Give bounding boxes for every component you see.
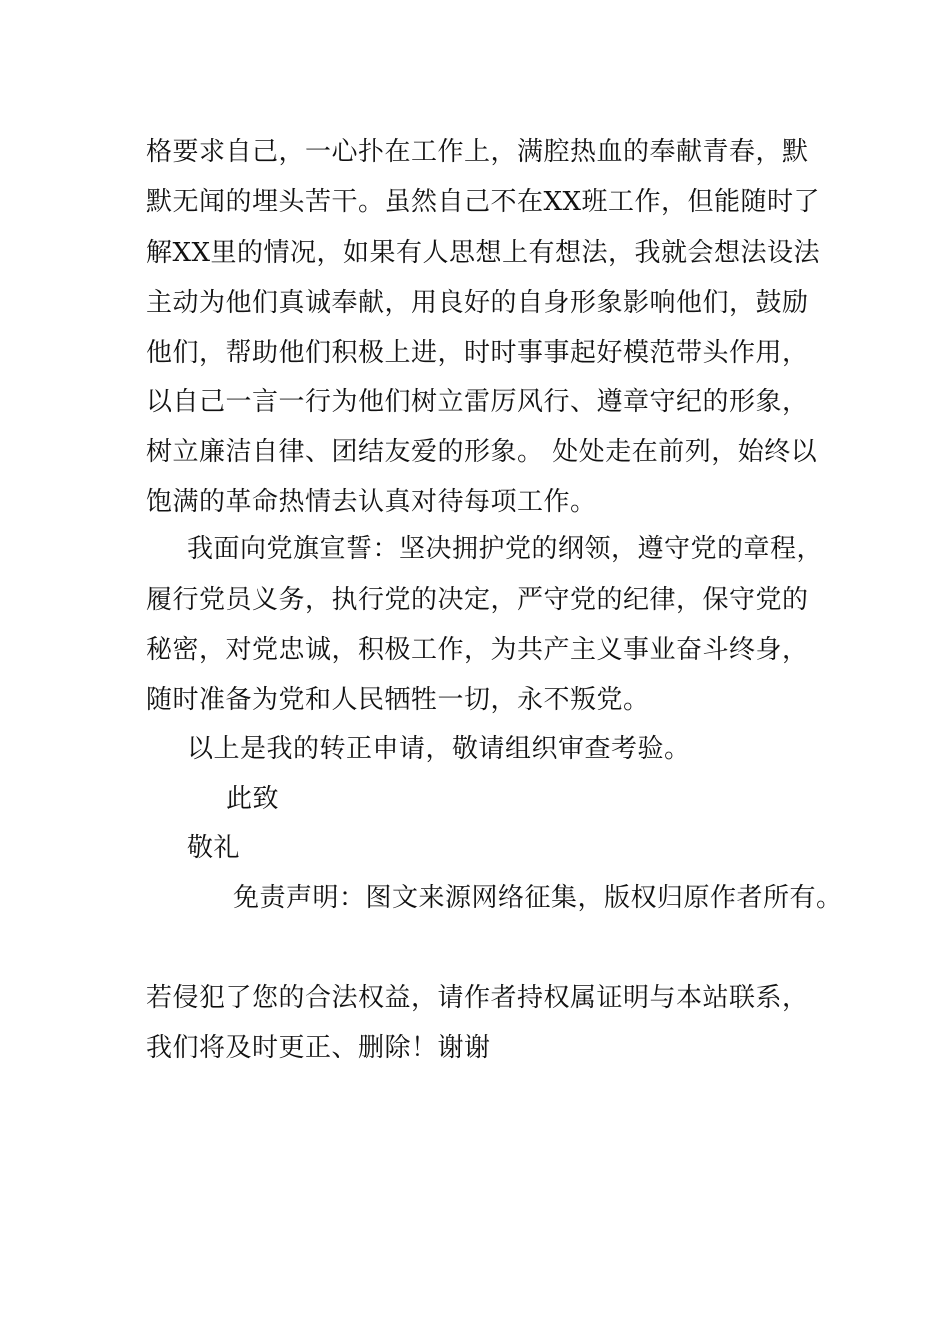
paragraph-line: 解XX里的情况，如果有人思想上有想法，我就会想法设法 (146, 238, 821, 268)
disclaimer-line: 我们将及时更正、删除！谢谢 (146, 1033, 491, 1063)
paragraph-line: 默无闻的埋头苦干。虽然自己不在XX班工作，但能随时了 (146, 187, 821, 217)
paragraph-line: 履行党员义务，执行党的决定，严守党的纪律，保守党的 (146, 585, 809, 615)
paragraph-line: 树立廉洁自律、团结友爱的形象。 处处走在前列，始终以 (146, 437, 818, 467)
paragraph-line: 格要求自己，一心扑在工作上，满腔热血的奉献青春，默 (146, 137, 809, 167)
salutation-line: 此致 (226, 784, 280, 814)
paragraph-line: 以自己一言一行为他们树立雷厉风行、遵章守纪的形象， (146, 387, 809, 417)
paragraph-line: 主动为他们真诚奉献，用良好的自身形象影响他们，鼓励 (146, 288, 809, 318)
paragraph-line: 秘密，对党忠诚，积极工作，为共产主义事业奋斗终身， (146, 635, 809, 665)
paragraph-line: 我面向党旗宣誓：坚决拥护党的纲领，遵守党的章程， (187, 534, 824, 564)
disclaimer-line: 若侵犯了您的合法权益，请作者持权属证明与本站联系， (146, 983, 809, 1013)
paragraph-line: 饱满的革命热情去认真对待每项工作。 (146, 487, 597, 517)
paragraph-line: 他们，帮助他们积极上进，时时事事起好模范带头作用， (146, 338, 809, 368)
salutation-line: 敬礼 (187, 833, 241, 863)
closing-request: 以上是我的转正申请，敬请组织审查考验。 (187, 734, 691, 764)
paragraph-line: 随时准备为党和人民牺牲一切，永不叛党。 (146, 685, 650, 715)
disclaimer-line: 免责声明：图文来源网络征集，版权归原作者所有。 (233, 883, 843, 913)
